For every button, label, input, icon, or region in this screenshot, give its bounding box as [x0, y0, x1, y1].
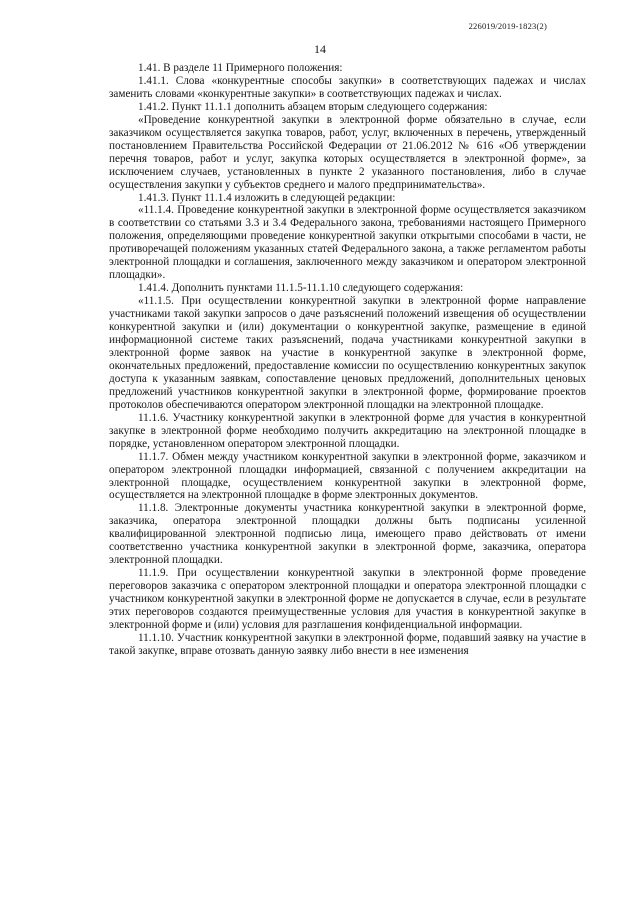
document-body [109, 62, 586, 658]
paragraph-11-1-1-addition: «Проведение конкурентной закупки в электронной форме обязательно в случае, если заказчиком осуществляется закупка товаров, работ, услуг, включенных в перечень, утвержденный постановлением Правительства Российской Федерации от 21.06.2012 № 616 «Об утверждении перечня товаров, работ и услуг, закупка которых осуществляется в электронной форме», за исключением случаев, установленных в пункте 2 указанного постановления, либо в случае осуществления закупки у субъектов среднего и малого предпринимательства». [109, 113, 586, 191]
paragraph-11-1-8: 11.1.8. Электронные документы участника конкурентной закупки в электронной форме, заказчика, оператора электронной площадки должны быть подписаны усиленной квалифицированной электронной подписью лица, имеющего право действовать от имени соответственно участника конкурентной закупки в электронной форме, заказчика, оператора электронной площадки. [109, 502, 586, 567]
paragraph-1-41: 1.41. В разделе 11 Примерного положения: [138, 62, 343, 74]
paragraph-11-1-7: 11.1.7. Обмен между участником конкурентной закупки в электронной форме, заказчиком и оператором электронной площадки информацией, связанной с получением аккредитации на электронной площадке, осуществлением конкурентной закупки в электронной форме, осуществляется на электронной площадке в форме электронных документов. [109, 450, 586, 502]
paragraph-1-41-4: 1.41.4. Дополнить пунктами 11.1.5-11.1.10 следующего содержания: [138, 282, 464, 295]
page-number: 14 [314, 42, 326, 56]
paragraph-11-1-5: «11.1.5. При осуществлении конкурентной закупки в электронной форме направление участниками такой закупки запросов о даче разъяснений положений извещения об осуществлении конкурентной закупки и (или) документации о конкурентной закупке, размещение в единой информационной системе таких разъяснений, подача участниками конкурентной закупки в электронной форме заявок на участие в конкурентной закупке в электронной форме, окончательных предложений, предоставление комиссии по осуществлению конкурентных закупок доступа к указанным заявкам, сопоставление ценовых предложений, дополнительных ценовых предложений участников конкурентной закупки в электронной форме, формирование проектов протоколов обеспечиваются оператором электронной площадки на электронной площадке. [109, 295, 586, 411]
paragraph-11-1-4: «11.1.4. Проведение конкурентной закупки в электронной форме осуществляется заказчиком в соответствии со статьями 3.3 и 3.4 Федерального закона, требованиями настоящего Примерного положения, определяющими проведение конкурентной закупки открытыми способами в части, не противоречащей положениям указанных статей Федерального закона, а также регламентом работы электронной площадки и соглашения, заключенного между заказчиком и оператором электронной площадки». [109, 204, 586, 282]
document-number: 226019/2019-1823(2) [468, 21, 547, 31]
paragraph-1-41-2: 1.41.2. Пункт 11.1.1 дополнить абзацем вторым следующего содержания: [138, 100, 488, 113]
paragraph-11-1-10: 11.1.10. Участник конкурентной закупки в электронной форме, подавший заявку на участие в такой закупке, вправе отозвать данную заявку либо внести в нее изменения [109, 631, 586, 657]
paragraph-11-1-9: 11.1.9. При осуществлении конкурентной закупки в электронной форме проведение переговоров заказчика с оператором электронной площадки и оператора электронной площадки с участником конкурентной закупки в электронной форме не допускается в случае, если в результате этих переговоров создаются преимущественные условия для участия в конкурентной закупке в электронной форме и (или) условия для разглашения конфиденциальной информации. [109, 567, 586, 631]
paragraph-1-41-1: 1.41.1. Слова «конкурентные способы закупки» в соответствующих падежах и числах заменить словами «конкурентные закупки» в соответствующих падежах и числах. [109, 74, 586, 100]
paragraph-11-1-6: 11.1.6. Участнику конкурентной закупки в электронной форме для участия в конкурентной закупке в электронной форме необходимо получить аккредитацию на электронной площадке в порядке, установленном оператором электронной площадки. [109, 411, 586, 450]
paragraph-1-41-3: 1.41.3. Пункт 11.1.4 изложить в следующей редакции: [138, 191, 396, 204]
